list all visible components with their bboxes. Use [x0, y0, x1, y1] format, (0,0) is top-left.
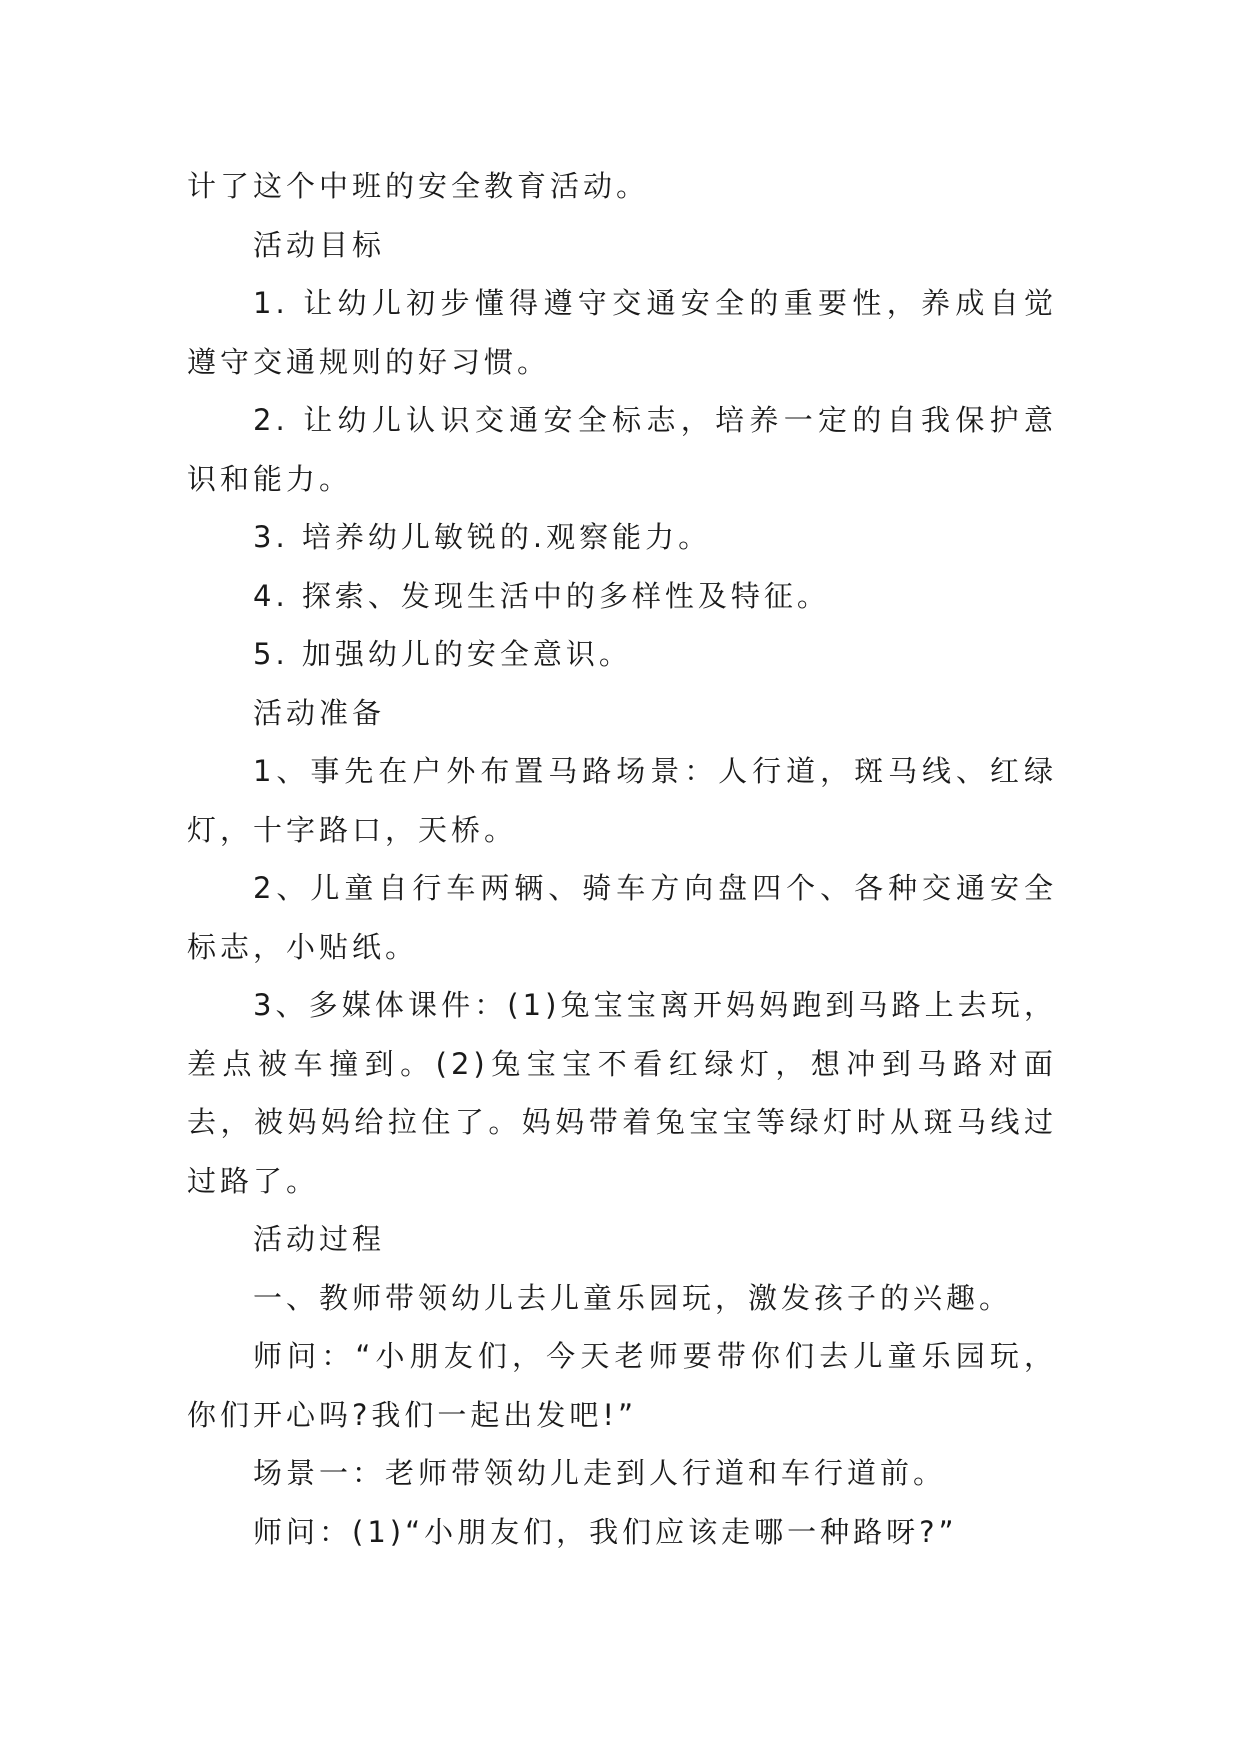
teacher-question-1: 师问：“小朋友们，今天老师要带你们去儿童乐园玩，你们开心吗?我们一起出发吧!”	[187, 1339, 1057, 1432]
scene-1: 场景一：老师带领幼儿走到人行道和车行道前。	[253, 1456, 947, 1490]
goal-item-5: 5. 加强幼儿的安全意识。	[253, 637, 632, 671]
heading-activity-goals: 活动目标	[253, 227, 386, 262]
document-body	[187, 157, 1057, 1561]
process-step-1: 一、教师带领幼儿去儿童乐园玩，激发孩子的兴趣。	[253, 1280, 1013, 1315]
preparation-item-3: 3、多媒体课件：(1)兔宝宝离开妈妈跑到马路上去玩，差点被车撞到。(2)兔宝宝不看红绿灯，想冲到马路对面去，被妈妈给拉住了。妈妈带着兔宝宝等绿灯时从斑马线过过路了。	[187, 988, 1057, 1198]
paragraph-continuation: 计了这个中班的安全教育活动。	[187, 169, 650, 203]
goal-item-2: 2. 让幼儿认识交通安全标志，培养一定的自我保护意识和能力。	[187, 403, 1057, 496]
teacher-question-2: 师问：(1)“小朋友们，我们应该走哪一种路呀?”	[253, 1514, 958, 1549]
heading-activity-preparation: 活动准备	[253, 695, 386, 730]
goal-item-1: 1. 让幼儿初步懂得遵守交通安全的重要性，养成自觉遵守交通规则的好习惯。	[187, 286, 1057, 379]
preparation-item-2: 2、儿童自行车两辆、骑车方向盘四个、各种交通安全标志，小贴纸。	[187, 871, 1057, 964]
heading-activity-process: 活动过程	[253, 1222, 386, 1256]
preparation-item-1: 1、事先在户外布置马路场景：人行道，斑马线、红绿灯，十字路口，天桥。	[187, 754, 1057, 847]
goal-item-3: 3. 培养幼儿敏锐的.观察能力。	[253, 520, 712, 554]
goal-item-4: 4. 探索、发现生活中的多样性及特征。	[253, 578, 830, 613]
